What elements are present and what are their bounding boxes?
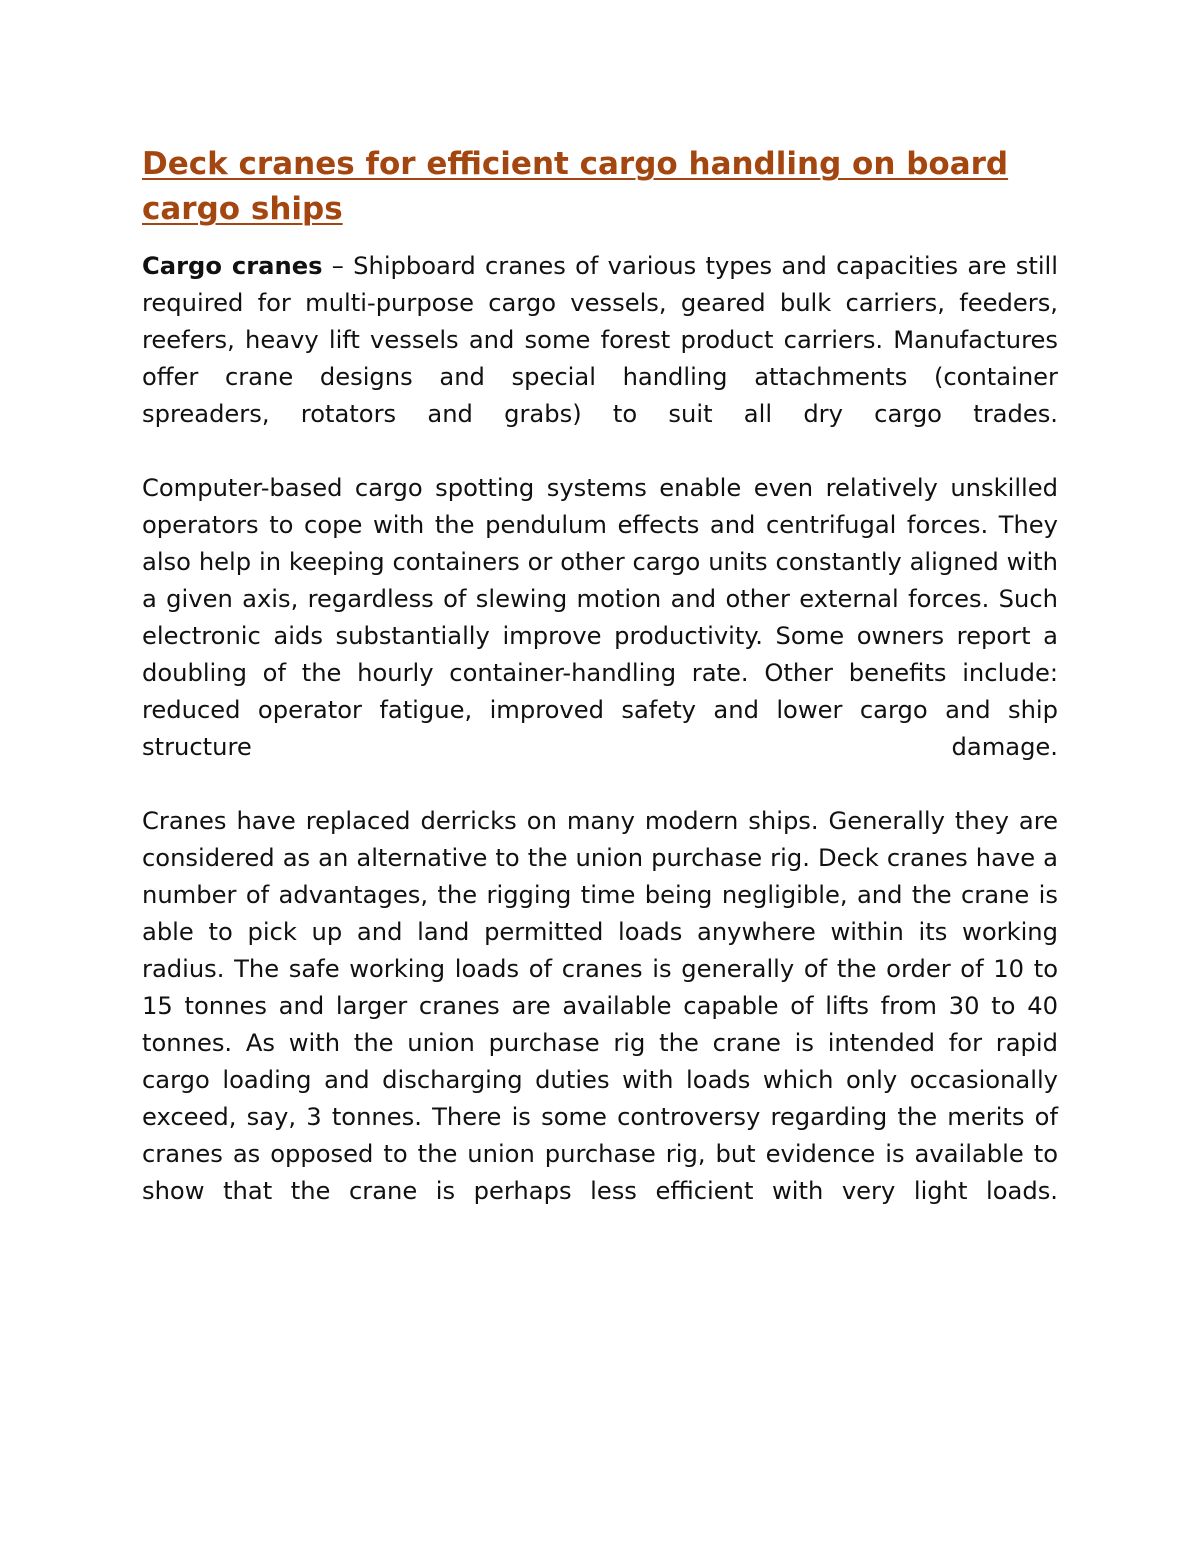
paragraph-text: – Shipboard cranes of various types and capacities are still required for multi-purpose cargo vessels, geared bulk carriers, feeders, reefers, heavy lift vessels and some forest product carriers. Manufactures offer crane designs and special handling attachments (container spreaders, rotators and grabs) to suit all dry cargo trades. [142, 252, 1058, 428]
paragraph-cranes-vs-derricks [142, 803, 1058, 1210]
paragraph-text: Computer-based cargo spotting systems enable even relatively unskilled operators to cope with the pendulum effects and centrifugal forces. They also help in keeping containers or other cargo units constantly aligned with a given axis, regardless of slewing motion and other external forces. Such electronic aids substantially improve productivity. Some owners report a doubling of the hourly container-handling rate. Other benefits include: reduced operator fatigue, improved safety and lower cargo and ship structure damage. [142, 474, 1058, 761]
paragraph-cargo-spotting [142, 470, 1058, 766]
paragraph-text: Cranes have replaced derricks on many modern ships. Generally they are considered as an alternative to the union purchase rig. Deck cranes have a number of advantages, the rigging time being negligible, and the crane is able to pick up and land permitted loads anywhere within its working radius. The safe working loads of cranes is generally of the order of 10 to 15 tonnes and larger cranes are available capable of lifts from 30 to 40 tonnes. As with the union purchase rig the crane is intended for rapid cargo loading and discharging duties with loads which only occasionally exceed, say, 3 tonnes. There is some controversy regarding the merits of cranes as opposed to the union purchase rig, but evidence is available to show that the crane is perhaps less efficient with very light loads. [142, 807, 1058, 1205]
document-title: Deck cranes for efficient cargo handling on board cargo ships [142, 146, 1009, 227]
document-content [142, 142, 1058, 1210]
paragraph-cargo-cranes [142, 248, 1058, 433]
paragraph-lead: Cargo cranes [142, 252, 323, 280]
